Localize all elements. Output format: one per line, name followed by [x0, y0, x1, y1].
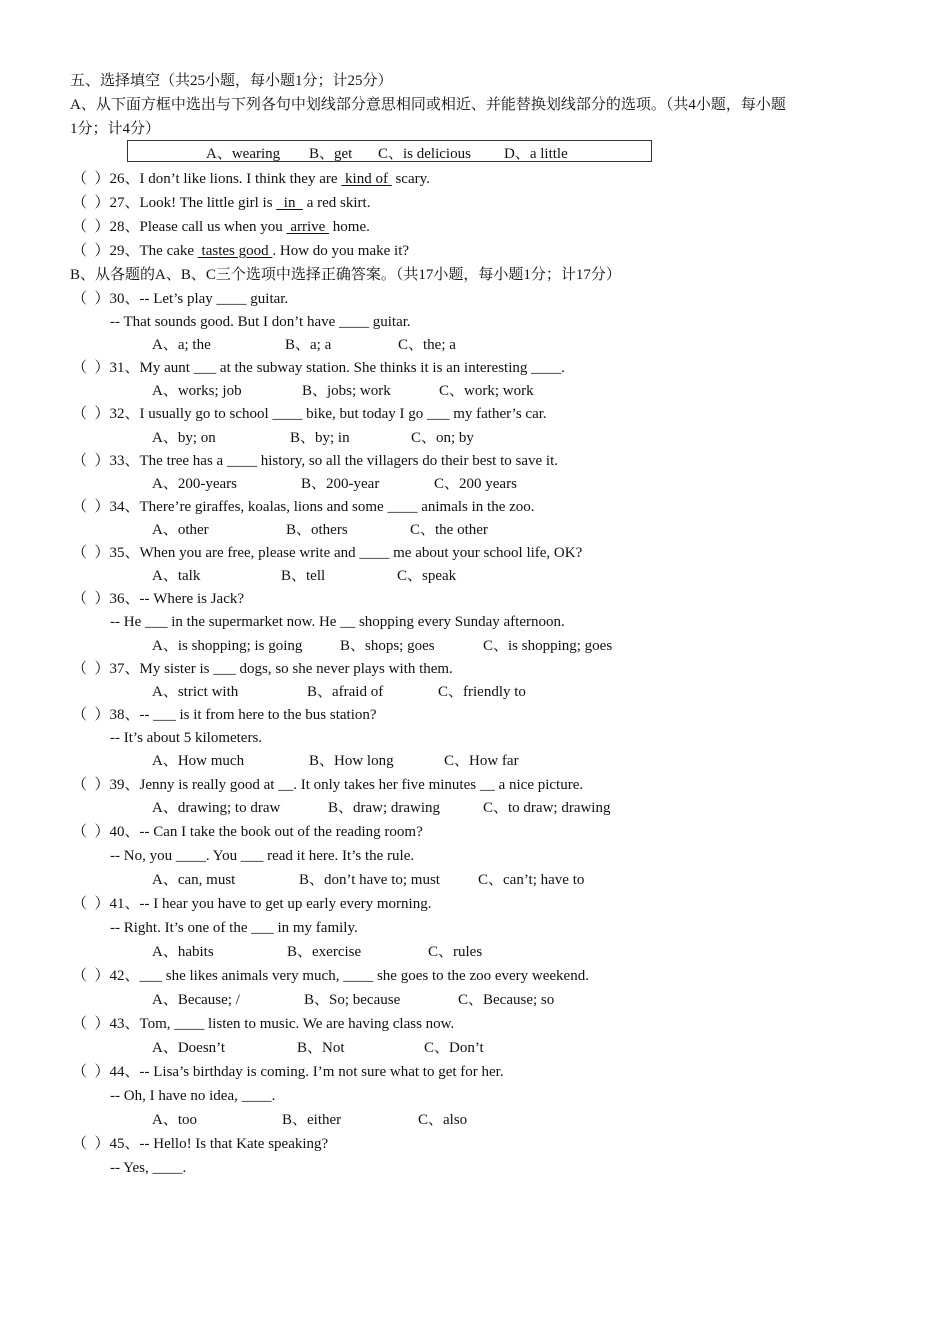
q38-option-c: C、How far [444, 753, 519, 769]
q33-option-c: C、200 years [434, 476, 517, 492]
question-45: （ ）45、-- Hello! Is that Kate speaking? [72, 1136, 329, 1152]
q43-option-a: A、Doesn’t [152, 1040, 226, 1056]
q36-option-c: C、is shopping; goes [483, 638, 613, 654]
q37-option-b: B、afraid of [307, 684, 384, 700]
q36-option-a: A、is shopping; is going [152, 638, 303, 654]
q42-option-c: C、Because; so [458, 992, 555, 1008]
q39-option-b: B、draw; drawing [328, 800, 441, 816]
question-30-line2: -- That sounds good. But I don’t have ____ guitar. [110, 314, 411, 330]
q30-option-a: A、a; the [152, 337, 211, 353]
q31-option-b: B、jobs; work [302, 383, 391, 399]
question-42: （ ）42、___ she likes animals very much, ____ she goes to the zoo every weekend. [72, 968, 589, 984]
question-43: （ ）43、Tom, ____ listen to music. We are having class now. [72, 1016, 455, 1032]
question-27: （ ）27、Look! The little girl is in a red skirt. [72, 195, 371, 211]
box-option-b: B、get [309, 146, 353, 162]
q35-option-b: B、tell [281, 568, 326, 584]
q44-option-c: C、also [418, 1112, 468, 1128]
question-39: （ ）39、Jenny is really good at __. It only takes her five minutes __ a nice picture. [72, 777, 584, 793]
box-option-d: D、a little [504, 146, 568, 162]
q34-option-b: B、others [286, 522, 348, 538]
question-40-line2: -- No, you ____. You ___ read it here. It’s the rule. [110, 848, 415, 864]
q41-option-a: A、habits [152, 944, 214, 960]
q44-option-b: B、either [282, 1112, 342, 1128]
q42-option-a: A、Because; / [152, 992, 240, 1008]
question-38: （ ）38、-- ___ is it from here to the bus station? [72, 707, 377, 723]
question-36: （ ）36、-- Where is Jack? [72, 591, 245, 607]
question-30: （ ）30、-- Let’s play ____ guitar. [72, 291, 289, 307]
question-41: （ ）41、-- I hear you have to get up early every morning. [72, 896, 432, 912]
q44-option-a: A、too [152, 1112, 198, 1128]
q43-option-c: C、Don’t [424, 1040, 484, 1056]
q31-option-a: A、works; job [152, 383, 242, 399]
question-33: （ ）33、The tree has a ____ history, so all the villagers do their best to save it. [72, 453, 559, 469]
q32-option-a: A、by; on [152, 430, 216, 446]
q35-option-c: C、speak [397, 568, 457, 584]
q34-option-a: A、other [152, 522, 209, 538]
q32-option-c: C、on; by [411, 430, 474, 446]
question-41-line2: -- Right. It’s one of the ___ in my family. [110, 920, 358, 936]
box-option-a: A、wearing [206, 146, 281, 162]
underlined-phrase: tastes good [197, 243, 273, 259]
q39-option-c: C、to draw; drawing [483, 800, 611, 816]
question-38-line2: -- It’s about 5 kilometers. [110, 730, 263, 746]
question-29: （ ）29、The cake tastes good . How do you make it? [72, 243, 410, 259]
part-a-heading-cont: 1分；计4分） [70, 121, 161, 137]
question-31: （ ）31、My aunt ___ at the subway station. She thinks it is an interesting ____. [72, 360, 565, 376]
question-28: （ ）28、Please call us when you arrive home. [72, 219, 370, 235]
q42-option-b: B、So; because [304, 992, 401, 1008]
part-a-heading: A、从下面方框中选出与下列各句中划线部分意思相同或相近、并能替换划线部分的选项。（共4小题，每小题 [70, 97, 786, 113]
q43-option-b: B、Not [297, 1040, 345, 1056]
question-36-line2: -- He ___ in the supermarket now. He __ shopping every Sunday afternoon. [110, 614, 565, 630]
q33-option-a: A、200-years [152, 476, 237, 492]
q38-option-a: A、How much [152, 753, 245, 769]
q41-option-b: B、exercise [287, 944, 362, 960]
section-title: 五、选择填空（共25小题，每小题1分；计25分） [70, 73, 393, 89]
q40-option-a: A、can, must [152, 872, 236, 888]
q34-option-c: C、the other [410, 522, 488, 538]
question-40: （ ）40、-- Can I take the book out of the reading room? [72, 824, 423, 840]
box-option-c: C、is delicious [378, 146, 471, 162]
q40-option-b: B、don’t have to; must [299, 872, 440, 888]
q30-option-b: B、a; a [285, 337, 332, 353]
question-35: （ ）35、When you are free, please write and ____ me about your school life, OK? [72, 545, 583, 561]
question-45-line2: -- Yes, ____. [110, 1160, 187, 1176]
q39-option-a: A、drawing; to draw [152, 800, 281, 816]
q37-option-c: C、friendly to [438, 684, 526, 700]
question-37: （ ）37、My sister is ___ dogs, so she never plays with them. [72, 661, 453, 677]
q37-option-a: A、strict with [152, 684, 239, 700]
q32-option-b: B、by; in [290, 430, 350, 446]
q35-option-a: A、talk [152, 568, 201, 584]
q36-option-b: B、shops; goes [340, 638, 435, 654]
q40-option-c: C、can’t; have to [478, 872, 585, 888]
underlined-phrase: kind of [341, 171, 392, 187]
question-34: （ ）34、There’re giraffes, koalas, lions and some ____ animals in the zoo. [72, 499, 535, 515]
part-b-heading: B、从各题的A、B、C三个选项中选择正确答案。（共17小题，每小题1分；计17分） [70, 267, 621, 283]
underlined-phrase: in [276, 195, 303, 211]
q33-option-b: B、200-year [301, 476, 380, 492]
question-26: （ ）26、I don’t like lions. I think they are kind of scary. [72, 171, 430, 187]
q31-option-c: C、work; work [439, 383, 534, 399]
question-44-line2: -- Oh, I have no idea, ____. [110, 1088, 276, 1104]
q41-option-c: C、rules [428, 944, 483, 960]
question-44: （ ）44、-- Lisa’s birthday is coming. I’m not sure what to get for her. [72, 1064, 504, 1080]
q30-option-c: C、the; a [398, 337, 456, 353]
q38-option-b: B、How long [309, 753, 394, 769]
underlined-phrase: arrive [286, 219, 330, 235]
question-32: （ ）32、I usually go to school ____ bike, but today I go ___ my father’s car. [72, 406, 547, 422]
